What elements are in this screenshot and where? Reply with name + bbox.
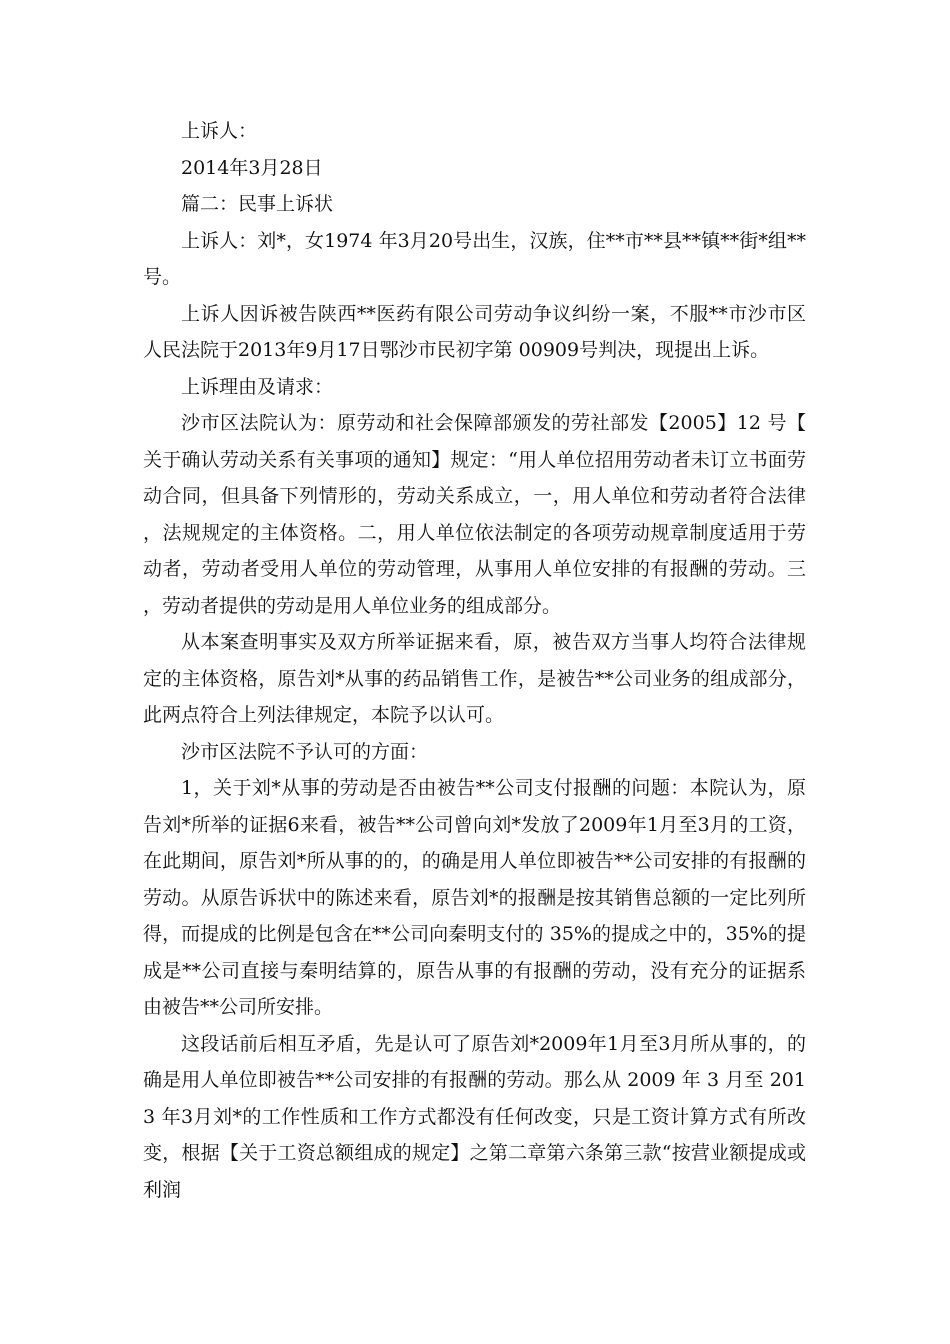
rebuttal-paragraph: 这段话前后相互矛盾，先是认可了原告刘*2009年1月至3月所从事的，的确是用人单位即被告**公司安排的有报酬的劳动。那么从 2009 年 3 月至 2013 年3月刘*的工作性质和工作方式都没有任何改变，只是工资计算方式有所改变，根据【关于工资总额组成的规定】之第二章第六条第三款“按营业额提成或利润 — [143, 1032, 806, 1201]
appellant-info-paragraph: 上诉人：刘*，女1974 年3月20号出生，汉族，住**市**县**镇**街*组**号。 — [143, 229, 806, 288]
date-line: 2014年3月28日 — [181, 156, 323, 179]
facts-paragraph: 从本案查明事实及双方所举证据来看，原，被告双方当事人均符合法律规定的主体资格，原告刘*从事的药品销售工作，是被告**公司业务的组成部分，此两点符合上列法律规定，本院予以认可。 — [143, 631, 806, 726]
document-body — [143, 113, 806, 1208]
grounds-heading: 上诉理由及请求： — [181, 375, 334, 398]
point-one-paragraph: 1，关于刘*从事的劳动是否由被告**公司支付报酬的问题：本院认为，原告刘*所举的证据6来看，被告**公司曾向刘*发放了2009年1月至3月的工资，在此期间，原告刘*所从事的的，的确是用人单位即被告**公司安排的有报酬的劳动。从原告诉状中的陈述来看，原告刘*的报酬是按其销售总额的一定比列所得，而提成的比例是包含在**公司向秦明支付的 35%的提成之中的，35%的提成是**公司直接与秦明结算的，原告从事的有报酬的劳动，没有充分的证据系由被告**公司所安排。 — [143, 777, 806, 1018]
court-opinion-paragraph: 沙市区法院认为：原劳动和社会保障部颁发的劳社部发【2005】12 号【关于确认劳动关系有关事项的通知】规定：“用人单位招用劳动者未订立书面劳动合同，但具备下列情形的，劳动关系成立，一，用人单位和劳动者符合法律，法规规定的主体资格。二，用人单位依法制定的各项劳动规章制度适用于劳动者，劳动者受用人单位的劳动管理，从事用人单位安排的有报酬的劳动。三，劳动者提供的劳动是用人单位业务的组成部分。 — [143, 412, 806, 617]
section-heading: 篇二：民事上诉状 — [181, 193, 334, 215]
disputed-points-heading: 沙市区法院不予认可的方面： — [181, 740, 429, 763]
appellant-signature-line: 上诉人： — [181, 120, 258, 142]
case-summary-paragraph: 上诉人因诉被告陕西**医药有限公司劳动争议纠纷一案，不服**市沙市区人民法院于2013年9月17日鄂沙市民初字第 00909号判决，现提出上诉。 — [143, 302, 806, 361]
